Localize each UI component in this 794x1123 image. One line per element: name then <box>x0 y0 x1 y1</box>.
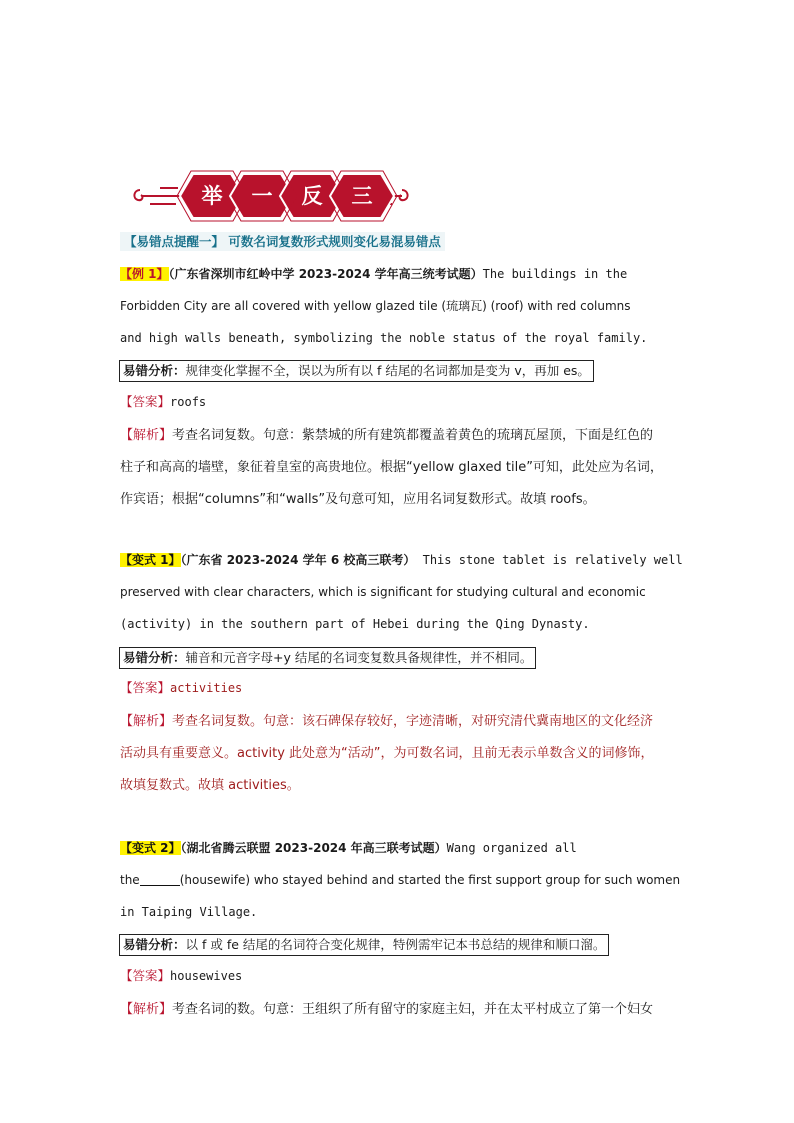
variant2-text2: (housewife) who stayed behind and started the first support group for such women <box>179 873 681 887</box>
variant2-tag: 【变式 2】 <box>120 841 181 855</box>
variant1-analysis-line3: 故填复数式。故填 activities。 <box>120 778 300 793</box>
variant2-source: （湖北省腾云联盟 2023-2024 年高三联考试题） <box>180 841 447 855</box>
example1-error-box <box>119 360 594 382</box>
example1-text1: The buildings in the <box>482 267 628 281</box>
answer-value: roofs <box>170 395 207 409</box>
variant2-line1 <box>120 838 700 858</box>
analysis-text: 考查名词复数。句意：该石碑保存较好，字迹清晰，对研究清代冀南地区的文化经济 <box>172 714 654 729</box>
example1-line3: and high walls beneath, symbolizing the noble status of the royal family. <box>120 331 648 345</box>
analysis-label: 【解析】 <box>120 1002 173 1017</box>
example1-source: （广东省深圳市红岭中学 2023-2024 学年高三统考试题） <box>168 267 483 281</box>
section-title: 【易错点提醒一】 可数名词复数形式规则变化易混易错点 <box>120 232 445 251</box>
variant2-analysis-line1 <box>120 994 702 1025</box>
variant2-error-box <box>119 934 609 956</box>
variant1-answer <box>120 678 242 698</box>
variant2-text1: Wang organized all <box>446 841 577 855</box>
error-text: 辅音和元音字母+y 结尾的名词变复数具备规律性，并不相同。 <box>185 650 533 665</box>
variant1-error-box <box>119 647 536 669</box>
example1-tag: 【例 1】 <box>120 267 169 281</box>
banner-char-1: 举 <box>201 184 223 208</box>
answer-blank <box>140 871 180 886</box>
variant1-source: （广东省 2023-2024 学年 6 校高三联考） <box>180 553 416 567</box>
variant1-text1: This stone tablet is relatively well <box>415 553 683 567</box>
variant1-line2: preserved with clear characters, which is significant for studying cultural and economic <box>120 585 646 599</box>
example1-answer <box>120 392 206 412</box>
error-label: 易错分析： <box>123 937 186 952</box>
banner-ju-yi-fan-san <box>120 168 420 224</box>
variant1-line1 <box>120 550 700 570</box>
analysis-text: 考查名词的数。句意：王组织了所有留守的家庭主妇，并在太平村成立了第一个妇女 <box>172 1002 654 1017</box>
analysis-label: 【解析】 <box>120 714 173 729</box>
analysis-text: 考查名词复数。句意：紫禁城的所有建筑都覆盖着黄色的琉璃瓦屋顶，下面是红色的 <box>172 428 654 443</box>
banner-char-3: 反 <box>301 184 323 208</box>
banner-char-2: 一 <box>251 184 273 208</box>
variant1-line3: (activity) in the southern part of Hebei during the Qing Dynasty. <box>120 617 590 631</box>
variant1-tag: 【变式 1】 <box>120 553 181 567</box>
variant2-line3: in Taiping Village. <box>120 905 258 919</box>
example1-analysis-line3: 作宾语；根据“columns”和“walls”及句意可知，应用名词复数形式。故填 roofs。 <box>120 492 596 507</box>
answer-label: 【答案】 <box>120 680 171 695</box>
answer-label: 【答案】 <box>120 394 171 409</box>
example1-line2: Forbidden City are all covered with yellow glazed tile (琉璃瓦) (roof) with red columns <box>120 299 631 313</box>
error-text: 规律变化掌握不全，误以为所有以 f 结尾的名词都加是变为 v，再加 es。 <box>185 363 590 378</box>
answer-value: activities <box>170 681 243 695</box>
error-label: 易错分析： <box>123 650 186 665</box>
variant2-prefix: the <box>120 873 140 887</box>
analysis-label: 【解析】 <box>120 428 173 443</box>
variant2-answer <box>120 966 242 986</box>
variant1-analysis-line2: 活动具有重要意义。activity 此处意为“活动”，为可数名词，且前无表示单数含义的词修饰， <box>120 746 654 761</box>
example1-analysis-line1 <box>120 420 702 451</box>
banner-char-4: 三 <box>351 184 373 208</box>
variant2-line2 <box>120 870 700 890</box>
answer-value: housewives <box>170 969 243 983</box>
example1-analysis-line2: 柱子和高高的墙壁，象征着皇室的高贵地位。根据“yellow glaxed tile”可知，此处应为名词， <box>120 460 663 475</box>
error-text: 以 f 或 fe 结尾的名词符合变化规律，特例需牢记本书总结的规律和顺口溜。 <box>185 937 606 952</box>
variant1-analysis-line1 <box>120 706 702 737</box>
answer-label: 【答案】 <box>120 968 171 983</box>
example1-line1 <box>120 264 700 284</box>
error-label: 易错分析： <box>123 363 186 378</box>
